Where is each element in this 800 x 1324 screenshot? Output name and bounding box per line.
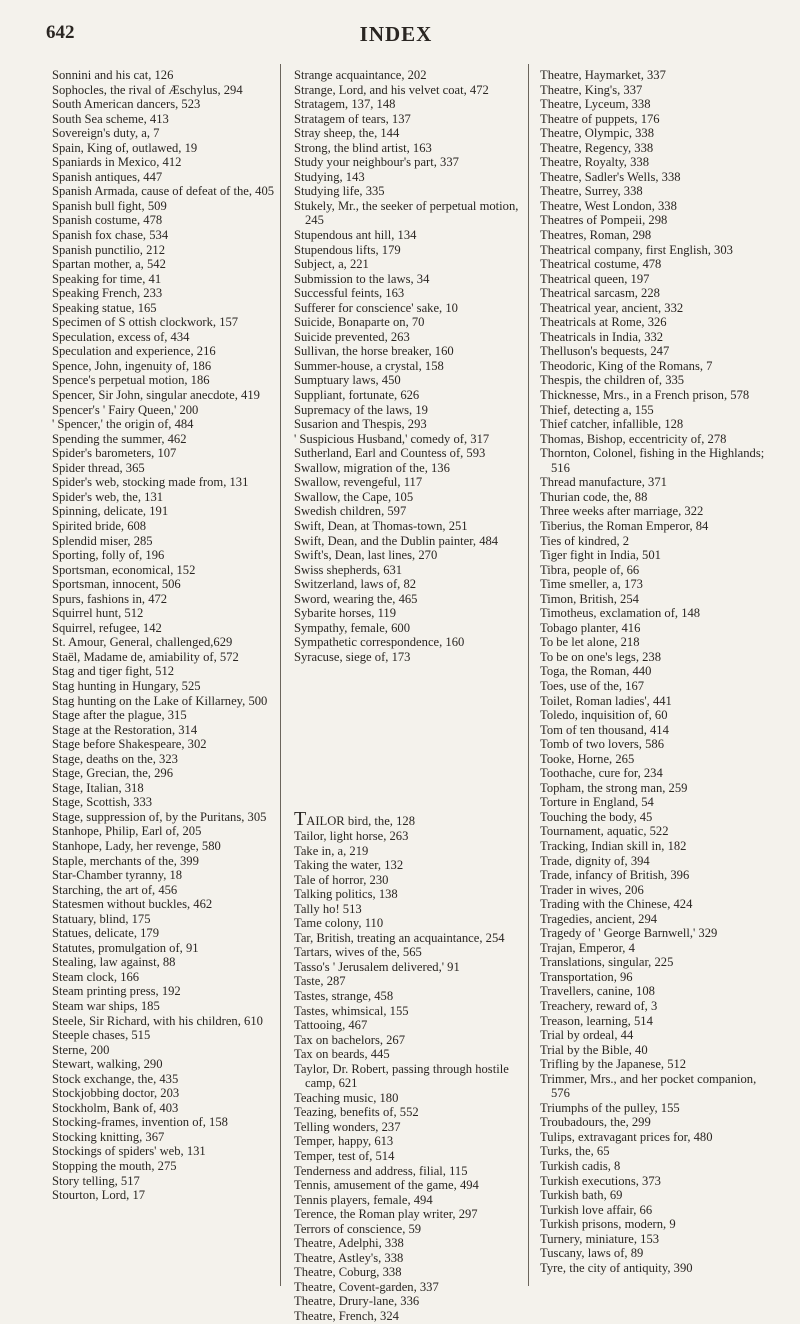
index-entry: Toledo, inquisition of, 60 xyxy=(540,708,668,723)
index-entry: Suppliant, fortunate, 626 xyxy=(294,388,420,403)
index-entry: Sporting, folly of, 196 xyxy=(52,548,165,563)
index-entry: Thurian code, the, 88 xyxy=(540,489,648,504)
index-entry: Staël, Madame de, amiability of, 572 xyxy=(52,649,239,664)
index-entry: Spanish bull fight, 509 xyxy=(52,198,167,213)
index-entry: Theatre of puppets, 176 xyxy=(540,111,660,126)
index-entry: Tournament, aquatic, 522 xyxy=(540,824,669,839)
index-entry: Stupendous ant hill, 134 xyxy=(294,228,417,243)
index-entry: Timotheus, exclamation of, 148 xyxy=(540,606,701,621)
index-entry: Tobago planter, 416 xyxy=(540,620,641,635)
index-entry: Sophocles, the rival of Æschylus, 294 xyxy=(52,82,243,97)
index-entry: Swallow, the Cape, 105 xyxy=(294,489,414,504)
index-entry: Stanhope, Philip, Earl of, 205 xyxy=(52,824,202,839)
index-entry: Tooke, Horne, 265 xyxy=(540,751,635,766)
index-entry: Spence, John, ingenuity of, 186 xyxy=(52,358,212,373)
index-entry: Tasso's ' Jerusalem delivered,' 91 xyxy=(294,959,460,974)
index-entry: Tax on beards, 445 xyxy=(294,1047,390,1062)
index-entry: St. Amour, General, challenged,629 xyxy=(52,635,233,650)
index-entry: Thelluson's bequests, 247 xyxy=(540,344,670,359)
index-entry: South Sea scheme, 413 xyxy=(52,111,169,126)
index-entry: Stage after the plague, 315 xyxy=(52,708,187,723)
index-entry: Squirrel, refugee, 142 xyxy=(52,620,162,635)
index-entry: Trial by ordeal, 44 xyxy=(540,1028,634,1043)
index-entry: Stocking knitting, 367 xyxy=(52,1129,165,1144)
index-entry: Tastes, whimsical, 155 xyxy=(294,1003,409,1018)
index-entry: Syracuse, siege of, 173 xyxy=(294,649,411,664)
index-entry: Toga, the Roman, 440 xyxy=(540,664,652,679)
index-entry: Suicide, Bonaparte on, 70 xyxy=(294,315,425,330)
index-entry: Trial by the Bible, 40 xyxy=(540,1042,648,1057)
index-entry: Tattooing, 467 xyxy=(294,1018,368,1033)
index-entry: Stage, Italian, 318 xyxy=(52,780,144,795)
index-entry: Summer-house, a crystal, 158 xyxy=(294,358,444,373)
index-entry: Tom of ten thousand, 414 xyxy=(540,722,669,737)
index-entry: Specimen of S ottish clockwork, 157 xyxy=(52,315,239,330)
index-entry: Stage before Shakespeare, 302 xyxy=(52,737,207,752)
index-entry: Spaniards in Mexico, 412 xyxy=(52,155,182,170)
index-entry: Trade, infancy of British, 396 xyxy=(540,868,690,883)
index-entry: Toothache, cure for, 234 xyxy=(540,766,663,781)
index-entry: Treason, learning, 514 xyxy=(540,1013,653,1028)
index-entry: Theatre, Astley's, 338 xyxy=(294,1250,404,1265)
index-entry: Stag hunting on the Lake of Killarney, 500 xyxy=(52,693,268,708)
index-entry: Tragedies, ancient, 294 xyxy=(540,911,658,926)
index-entry: Turkish executions, 373 xyxy=(540,1173,661,1188)
index-entry: Strong, the blind artist, 163 xyxy=(294,140,432,155)
index-entry: Teaching music, 180 xyxy=(294,1090,399,1105)
index-entry: Speaking statue, 165 xyxy=(52,300,157,315)
index-entry: Stealing, law against, 88 xyxy=(52,955,176,970)
index-entry: Spartan mother, a, 542 xyxy=(52,257,166,272)
index-entry: Theatre, Surrey, 338 xyxy=(540,184,643,199)
index-entry: Submission to the laws, 34 xyxy=(294,271,430,286)
index-entry: Troubadours, the, 299 xyxy=(540,1115,651,1130)
index-entry: Studying, 143 xyxy=(294,169,365,184)
index-entry: Turkish cadis, 8 xyxy=(540,1159,621,1174)
index-entry: Thief catcher, infallible, 128 xyxy=(540,417,684,432)
index-entry: Theatrical year, ancient, 332 xyxy=(540,300,684,315)
index-entry: Strange acquaintance, 202 xyxy=(294,68,427,82)
index-entry: Swift, Dean, and the Dublin painter, 484 xyxy=(294,533,499,548)
index-entry: Telling wonders, 237 xyxy=(294,1119,401,1134)
index-entry: Translations, singular, 225 xyxy=(540,955,674,970)
page-header xyxy=(46,22,746,52)
index-entry: Speaking French, 233 xyxy=(52,286,163,301)
index-entry: Spain, King of, outlawed, 19 xyxy=(52,140,198,155)
index-entry: Temper, happy, 613 xyxy=(294,1134,394,1149)
index-entry: Theatricals in India, 332 xyxy=(540,329,664,344)
index-entry: Stourton, Lord, 17 xyxy=(52,1188,146,1203)
index-entry: Spending the summer, 462 xyxy=(52,431,187,446)
index-entry: Staple, merchants of the, 399 xyxy=(52,853,199,868)
index-entry: Theatre, Lyceum, 338 xyxy=(540,97,651,112)
index-entry: Spanish Armada, cause of defeat of the, 405 xyxy=(52,184,275,199)
index-entry: Tale of horror, 230 xyxy=(294,872,389,887)
index-entry: Trading with the Chinese, 424 xyxy=(540,897,693,912)
index-entry: Tennis players, female, 494 xyxy=(294,1192,433,1207)
index-entry: Spirited bride, 608 xyxy=(52,518,147,533)
index-entry: Turnery, miniature, 153 xyxy=(540,1231,660,1246)
section-initial: T xyxy=(294,808,307,831)
index-entry: Theatres of Pompeii, 298 xyxy=(540,213,668,228)
index-entry: Theatre, Regency, 338 xyxy=(540,140,654,155)
index-entry: Swallow, revengeful, 117 xyxy=(294,475,423,490)
index-entry: Steam printing press, 192 xyxy=(52,984,181,999)
index-entry: To be on one's legs, 238 xyxy=(540,649,662,664)
index-entry: Stopping the mouth, 275 xyxy=(52,1159,177,1174)
index-entry: Toes, use of the, 167 xyxy=(540,678,645,693)
index-entry: Time smeller, a, 173 xyxy=(540,577,643,592)
index-entry: Spencer, Sir John, singular anecdote, 419 xyxy=(52,388,260,403)
index-entry: Spider thread, 365 xyxy=(52,460,145,475)
index-entry: Tame colony, 110 xyxy=(294,916,384,931)
index-entry: Tulips, extravagant prices for, 480 xyxy=(540,1129,713,1144)
index-entry: Successful feints, 163 xyxy=(294,286,405,301)
index-entry: South American dancers, 523 xyxy=(52,97,201,112)
index-entry: Ties of kindred, 2 xyxy=(540,533,630,548)
index-entry: Sufferer for conscience' sake, 10 xyxy=(294,300,458,315)
index-entry: Travellers, canine, 108 xyxy=(540,984,655,999)
index-column-2 xyxy=(294,68,532,1324)
index-entry: Study your neighbour's part, 337 xyxy=(294,155,459,170)
index-entry: Trade, dignity of, 394 xyxy=(540,853,650,868)
index-entry: Teazing, benefits of, 552 xyxy=(294,1105,419,1120)
index-entry: Tartars, wives of the, 565 xyxy=(294,945,422,960)
index-entry: Theatre, Sadler's Wells, 338 xyxy=(540,169,681,184)
index-entry: Subject, a, 221 xyxy=(294,257,369,272)
index-entry: Suicide prevented, 263 xyxy=(294,329,410,344)
page-number: 642 xyxy=(46,22,75,43)
index-entry: Spurs, fashions in, 472 xyxy=(52,591,168,606)
index-entry: Theatres, Roman, 298 xyxy=(540,228,652,243)
index-entry: Tenderness and address, filial, 115 xyxy=(294,1163,468,1178)
index-entry: Statutes, promulgation of, 91 xyxy=(52,940,199,955)
index-entry: Stocking-frames, invention of, 158 xyxy=(52,1115,228,1130)
index-entry: To be let alone, 218 xyxy=(540,635,640,650)
index-entry: Terrors of conscience, 59 xyxy=(294,1221,422,1236)
index-entry: Stanhope, Lady, her revenge, 580 xyxy=(52,838,221,853)
index-entry: Theatre, Haymarket, 337 xyxy=(540,68,666,82)
section-t-heading-entry xyxy=(294,808,532,831)
index-entry: Splendid miser, 285 xyxy=(52,533,153,548)
index-entry: Taylor, Dr. Robert, passing through hostile camp, 621 xyxy=(294,1061,509,1091)
index-entry: Speculation and experience, 216 xyxy=(52,344,216,359)
index-entry: Stage at the Restoration, 314 xyxy=(52,722,198,737)
index-entry: Terence, the Roman play writer, 297 xyxy=(294,1207,478,1222)
index-entry: Statesmen without buckles, 462 xyxy=(52,897,213,912)
index-entry: Spence's perpetual motion, 186 xyxy=(52,373,210,388)
index-entry: Steam war ships, 185 xyxy=(52,999,160,1013)
index-entry: Spanish punctilio, 212 xyxy=(52,242,165,257)
index-entry: Spider's web, stocking made from, 131 xyxy=(52,475,249,490)
index-entry: Topham, the strong man, 259 xyxy=(540,780,688,795)
index-entry: Sovereign's duty, a, 7 xyxy=(52,126,160,141)
index-entry: Theatre, French, 324 xyxy=(294,1309,399,1324)
index-entry: Trajan, Emperor, 4 xyxy=(540,940,635,955)
index-entry: Turks, the, 65 xyxy=(540,1144,610,1159)
index-entry: Squirrel hunt, 512 xyxy=(52,606,144,621)
index-entry: Star-Chamber tyranny, 18 xyxy=(52,868,183,883)
index-entry: Susarion and Thespis, 293 xyxy=(294,417,427,432)
index-entry: Talking politics, 138 xyxy=(294,887,398,902)
index-entry: Sybarite horses, 119 xyxy=(294,606,397,621)
index-entry: Stage, Scottish, 333 xyxy=(52,795,153,810)
index-entry: Trader in wives, 206 xyxy=(540,882,644,897)
running-head: INDEX xyxy=(359,22,433,46)
index-entry: Sympathy, female, 600 xyxy=(294,620,410,635)
index-columns xyxy=(46,68,772,1324)
index-entry: Thespis, the children of, 335 xyxy=(540,373,685,388)
index-entry: Stockjobbing doctor, 203 xyxy=(52,1086,180,1101)
index-entry: Story telling, 517 xyxy=(52,1173,140,1188)
index-entry: Sumptuary laws, 450 xyxy=(294,373,401,388)
index-entry: Sportsman, innocent, 506 xyxy=(52,577,181,592)
index-entry: Transportation, 96 xyxy=(540,969,633,984)
index-entry: Stag and tiger fight, 512 xyxy=(52,664,175,679)
index-entry: Thomas, Bishop, eccentricity of, 278 xyxy=(540,431,727,446)
index-entry: Swift's, Dean, last lines, 270 xyxy=(294,548,438,563)
index-entry: Stage, deaths on the, 323 xyxy=(52,751,178,766)
index-entry: Spider's web, the, 131 xyxy=(52,489,164,504)
index-entry: Theatrical sarcasm, 228 xyxy=(540,286,660,301)
index-entry: Thicknesse, Mrs., in a French prison, 578 xyxy=(540,388,750,403)
index-entry: Turkish bath, 69 xyxy=(540,1188,623,1203)
section-first-entry: AILOR bird, the, 128 xyxy=(306,814,415,829)
index-entry: Speaking for time, 41 xyxy=(52,271,162,286)
index-entry: Sympathetic correspondence, 160 xyxy=(294,635,465,650)
index-entry: Turkish prisons, modern, 9 xyxy=(540,1217,676,1232)
index-entry: Theatre, Covent-garden, 337 xyxy=(294,1279,439,1294)
index-entry: Triumphs of the pulley, 155 xyxy=(540,1100,680,1115)
index-entry: Temper, test of, 514 xyxy=(294,1149,395,1163)
index-entry: Stewart, walking, 290 xyxy=(52,1057,163,1072)
index-entry: Theatrical costume, 478 xyxy=(540,257,662,272)
index-entry: Thornton, Colonel, fishing in the Highlands; 516 xyxy=(540,446,765,475)
index-entry: Swallow, migration of the, 136 xyxy=(294,460,450,475)
index-entry: Theatricals at Rome, 326 xyxy=(540,315,667,330)
index-entry: Spider's barometers, 107 xyxy=(52,446,177,461)
index-entry: Spanish antiques, 447 xyxy=(52,169,163,184)
index-entry: Stratagem, 137, 148 xyxy=(294,97,396,112)
index-entry: Spanish costume, 478 xyxy=(52,213,163,228)
index-entry: Taste, 287 xyxy=(294,974,346,989)
index-entry: Sutherland, Earl and Countess of, 593 xyxy=(294,446,486,461)
index-entry: Theatre, Olympic, 338 xyxy=(540,126,655,141)
index-entry: Tracking, Indian skill in, 182 xyxy=(540,838,687,853)
index-entry: ' Spencer,' the origin of, 484 xyxy=(52,417,194,432)
index-entry: Tailor, light horse, 263 xyxy=(294,828,409,843)
index-entry: Stratagem of tears, 137 xyxy=(294,111,411,126)
index-entry: Tyre, the city of antiquity, 390 xyxy=(540,1260,693,1275)
index-entry: Tastes, strange, 458 xyxy=(294,988,394,1003)
index-entry: Tiberius, the Roman Emperor, 84 xyxy=(540,518,709,533)
index-entry: Supremacy of the laws, 19 xyxy=(294,402,428,417)
index-entry: Tax on bachelors, 267 xyxy=(294,1032,406,1047)
index-entry: Swedish children, 597 xyxy=(294,504,407,519)
index-entry: Spencer's ' Fairy Queen,' 200 xyxy=(52,402,199,417)
index-entry: Stray sheep, the, 144 xyxy=(294,126,400,141)
index-entry: Turkish love affair, 66 xyxy=(540,1202,653,1217)
index-entry: Spanish fox chase, 534 xyxy=(52,228,169,243)
index-entry: Theatre, West London, 338 xyxy=(540,198,677,213)
index-entry: Stage, Grecian, the, 296 xyxy=(52,766,173,781)
index-entry: Thread manufacture, 371 xyxy=(540,475,667,490)
index-entry: Tuscany, laws of, 89 xyxy=(540,1246,644,1261)
index-entry: Stag hunting in Hungary, 525 xyxy=(52,678,201,693)
index-entry: Theatrical company, first English, 303 xyxy=(540,242,733,257)
index-entry: Tar, British, treating an acquaintance, 254 xyxy=(294,930,505,945)
index-column-3 xyxy=(540,68,778,1275)
index-entry: Tomb of two lovers, 586 xyxy=(540,737,664,752)
index-entry: Tally ho! 513 xyxy=(294,901,362,916)
index-entry: Trimmer, Mrs., and her pocket companion, 576 xyxy=(540,1071,757,1101)
index-entry: Stockholm, Bank of, 403 xyxy=(52,1100,179,1115)
index-entry: Three weeks after marriage, 322 xyxy=(540,504,704,519)
index-entry: Touching the body, 45 xyxy=(540,809,653,824)
index-entry: Steam clock, 166 xyxy=(52,969,140,984)
index-entry: Treachery, reward of, 3 xyxy=(540,999,658,1013)
section-gap xyxy=(294,664,532,812)
index-entry: Torture in England, 54 xyxy=(540,795,654,810)
index-entry: Thief, detecting a, 155 xyxy=(540,402,654,417)
index-entry: Timon, British, 254 xyxy=(540,591,639,606)
index-entry: Starching, the art of, 456 xyxy=(52,882,178,897)
index-entry: Theodoric, King of the Romans, 7 xyxy=(540,358,713,373)
index-entry: Sword, wearing the, 465 xyxy=(294,591,418,606)
index-entry: ' Suspicious Husband,' comedy of, 317 xyxy=(294,431,490,446)
index-entry: Tragedy of ' George Barnwell,' 329 xyxy=(540,926,718,941)
index-entry: Speculation, excess of, 434 xyxy=(52,329,190,344)
index-entry: Sonnini and his cat, 126 xyxy=(52,68,174,82)
index-entry: Theatre, King's, 337 xyxy=(540,82,643,97)
index-entry: Trifling by the Japanese, 512 xyxy=(540,1057,687,1072)
index-entry: Spinning, delicate, 191 xyxy=(52,504,169,519)
index-entry: Sullivan, the horse breaker, 160 xyxy=(294,344,454,359)
index-entry: Stockings of spiders' web, 131 xyxy=(52,1144,206,1159)
index-entry: Tiger fight in India, 501 xyxy=(540,548,661,563)
index-entry: Theatre, Adelphi, 338 xyxy=(294,1236,404,1251)
index-entry: Swift, Dean, at Thomas-town, 251 xyxy=(294,518,468,533)
index-entry: Sterne, 200 xyxy=(52,1042,110,1057)
index-entry: Strange, Lord, and his velvet coat, 472 xyxy=(294,82,489,97)
index-entry: Stage, suppression of, by the Puritans, 305 xyxy=(52,809,267,824)
index-entry: Taking the water, 132 xyxy=(294,858,404,873)
index-entry: Theatre, Coburg, 338 xyxy=(294,1265,402,1280)
index-entry: Stukely, Mr., the seeker of perpetual motion, 245 xyxy=(294,198,519,228)
index-entry: Tibra, people of, 66 xyxy=(540,562,640,577)
index-entry: Theatrical queen, 197 xyxy=(540,271,650,286)
index-entry: Toilet, Roman ladies', 441 xyxy=(540,693,672,708)
index-entry: Steeple chases, 515 xyxy=(52,1028,151,1043)
index-entry: Swiss shepherds, 631 xyxy=(294,562,403,577)
index-entry: Sportsman, economical, 152 xyxy=(52,562,196,577)
index-entry: Tennis, amusement of the game, 494 xyxy=(294,1178,479,1193)
index-entry: Theatre, Royalty, 338 xyxy=(540,155,649,170)
index-column-1 xyxy=(52,68,290,1203)
index-entry: Stupendous lifts, 179 xyxy=(294,242,401,257)
index-entry: Stock exchange, the, 435 xyxy=(52,1071,179,1086)
index-entry: Studying life, 335 xyxy=(294,184,385,199)
index-entry: Take in, a, 219 xyxy=(294,843,369,858)
index-entry: Statuary, blind, 175 xyxy=(52,911,151,926)
index-entry: Steele, Sir Richard, with his children, 610 xyxy=(52,1013,263,1028)
index-entry: Theatre, Drury-lane, 336 xyxy=(294,1294,420,1309)
index-entry: Statues, delicate, 179 xyxy=(52,926,160,941)
index-entry: Switzerland, laws of, 82 xyxy=(294,577,417,592)
